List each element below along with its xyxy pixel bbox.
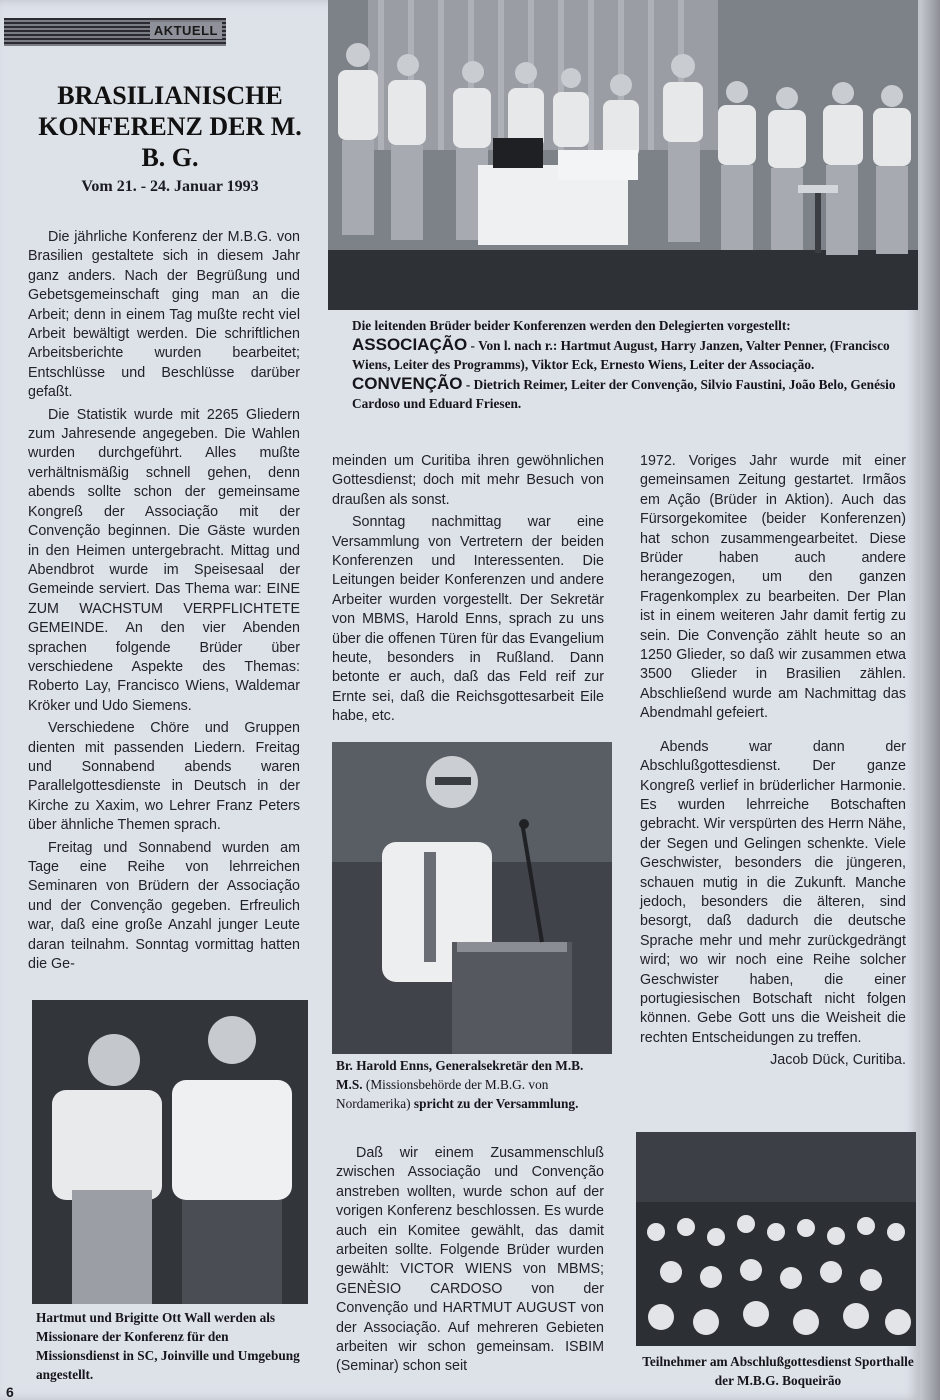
- paragraph: 1972. Voriges Jahr wurde mit einer gemeinsamen Zeitung gestartet. Irmãos em Ação (Brüder in Aktion). Auch das Fürsorgekomitee (beider Konferenzen) hat schon zusammengearbeitet. Diese Brüder haben auch andere herangezogen, um den ganzen Fragenkomplex zu bearbeiten. Der Plan ist in einem weiteren Jahr damit fertig zu sein. Die Convenção zählt heute so an 1250 Glieder, so daß wir zusammen etwa 3500 Glieder in Brasilien zählen. Abschließend wurde am Nachmittag das Abendmahl gefeiert.: [640, 453, 906, 722]
- article-column-2-top: [332, 452, 604, 727]
- paragraph: Verschiedene Chöre und Gruppen dienten mit passenden Liedern. Freitag und Sonnabend abends waren Parallelgottesdienste in Deutsch in der Kirche zu Xaxim, wo Lehrer Franz Peters über ähnliche Themen sprach.: [28, 720, 300, 834]
- paragraph: meinden um Curitiba ihren gewöhnlichen Gottesdienst; doch mit mehr Besuch von draußen als sonst.: [332, 453, 604, 508]
- photo-leaders-stage: [328, 0, 918, 310]
- caption-enns-name: Br. Harold Enns, Generalsekretär den M.B. M.S.: [336, 1058, 584, 1092]
- section-tag-label: AKTUELL: [150, 22, 222, 39]
- article-dateline: Vom 21. - 24. Januar 1993: [81, 178, 259, 195]
- article-column-3: [640, 452, 906, 1071]
- caption-leaders-intro: Die leitenden Brüder beider Konferenzen werden den Delegierten vorgestellt:: [352, 318, 791, 333]
- caption-hartmut-brigitte: Hartmut und Brigitte Ott Wall werden als Missionare der Konferenz für den Missionsdienst in SC, Joinville und Umgebung angestellt.: [36, 1310, 300, 1382]
- paragraph: Abends war dann der Abschlußgottesdienst. Der ganze Kongreß verlief in brüderlicher Harmonie. Es wurden lehrreiche Botschaften gebracht. Wir verspürten des Herrn Nähe, der Segen und Gelingen schenkte. Viele Geschwister, besonders die jüngeren, schauen mutig in die Zukunft. Manche jedoch, besonders die älteren, sind besorgt, daß dadurch die deutsche Sprache mehr und mehr zurückgedrängt wird; wo wir noch eine Reihe solcher Geschwister haben, die einer portugiesischen Botschaft nicht folgen können. Gebe Gott uns die Weisheit die rechten Entscheidungen zu treffen.: [640, 738, 906, 1046]
- caption-associacao-names: - Von l. nach r.: Hartmut August, Harry Janzen, Valter Penner, (Francisco Wiens, Leiter des Programms), Viktor Eck, Ernesto Wiens, Leiter der Associação.: [352, 338, 890, 372]
- paragraph: Freitag und Sonnabend wurden am Tage eine Reihe von lehrreichen Seminaren von Brüdern der Associação und der Convenção gegeben. Erfreulich war, daß eine große Anzahl junger Leute daran teilnahm. Sonntag vormittag hatten die Ge-: [28, 839, 300, 973]
- page-number: 6: [6, 1384, 14, 1400]
- caption-leaders: [352, 316, 900, 413]
- caption-convencao-label: CONVENÇÃO: [352, 374, 463, 393]
- paragraph: Sonntag nachmittag war eine Versammlung von Vertretern der beiden Konferenzen und Interessenten. Die Leitungen beider Konferenzen und andere Arbeiter wurden vorgestellt. Der Sekretär von MBMS, Harold Enns, sprach zu uns über die offenen Türen für das Evangelium heute, besonders in Rußland. Dann betonte er auch, daß das Feld reif zur Ernte sei, daß die Reichsgottesarbeit Eile habe, etc.: [332, 514, 604, 725]
- photo-hartmut-brigitte: [32, 1000, 308, 1304]
- article-headline: BRASILIANISCHE KONFERENZ DER M. B. G.: [38, 81, 302, 172]
- paragraph: Die jährliche Konferenz der M.B.G. von Brasilien gestaltete sich in diesem Jahr ganz anders. Nach der Begrüßung und Gebetsgemeinschaft ging man an die Arbeit; denn in einem Tag mußte recht viel Arbeit bewältigt werden. Die schriftlichen Arbeitsberichte wurden bearbeitet; Entschlüsse und Beschlüsse darüber gefaßt.: [28, 229, 300, 401]
- caption-enns-org: (Missionsbehörde der M.B.G. von Nordamerika): [336, 1077, 549, 1111]
- paragraph: Die Statistik wurde mit 2265 Gliedern zum Jahresende angegeben. Die Wahlen wurden durchgeführt. Alles mußte verhältnismäßig schnell gehen, denn abends sollte schon der gemeinsame Kongreß der Associação mit der Convenção beginnen. Die Gäste wurden in den Heimen untergebracht. Mittag und Abendbrot wurde im Speisesaal der Gemeinde serviert. Das Thema war: EINE ZUM WACHSTUM VERPFLICHTETE GEMEINDE. An den vier Abenden sprachen folgende Brüder über verschiedene Aspekte des Themas: Roberto Lay, Francisco Wiens, Waldemar Kröker und Udo Siemens.: [28, 406, 300, 714]
- caption-sports-hall: Teilnehmer am Abschlußgottesdienst Sporthalle der M.B.G. Boqueirão: [642, 1354, 914, 1388]
- article-signature: Jacob Dück, Curitiba.: [770, 1052, 906, 1069]
- article-column-1: [28, 228, 300, 974]
- caption-convencao-names: - Dietrich Reimer, Leiter der Convenção, Silvio Faustini, João Belo, Genésio Cardoso und Eduard Friesen.: [352, 377, 896, 411]
- photo-harold-enns: [332, 742, 612, 1054]
- caption-enns-action: spricht zu der Versammlung.: [410, 1096, 579, 1111]
- caption-harold-enns: [336, 1056, 612, 1113]
- section-tag: [4, 18, 226, 46]
- paragraph: Daß wir einem Zusammenschluß zwischen Associação und Convenção anstreben wollten, wurde schon auf der vorigen Konferenz beschlossen. Es wurde auch ein Komitee gewählt, das damit arbeiten sollte. Folgende Brüder wurden gewählt: VICTOR WIENS von MBMS; GENÈSIO CARDOSO von der Convenção und HARTMUT AUGUST von der Associação. Auf mehreren Gebieten arbeiten wir schon gemeinsam. ISBIM (Seminar) schon seit: [336, 1145, 604, 1375]
- caption-associacao-label: ASSOCIAÇÃO: [352, 335, 468, 354]
- page-edge: [920, 0, 940, 1400]
- photo-sports-hall: [636, 1132, 916, 1346]
- article-column-2-bottom: [336, 1144, 604, 1377]
